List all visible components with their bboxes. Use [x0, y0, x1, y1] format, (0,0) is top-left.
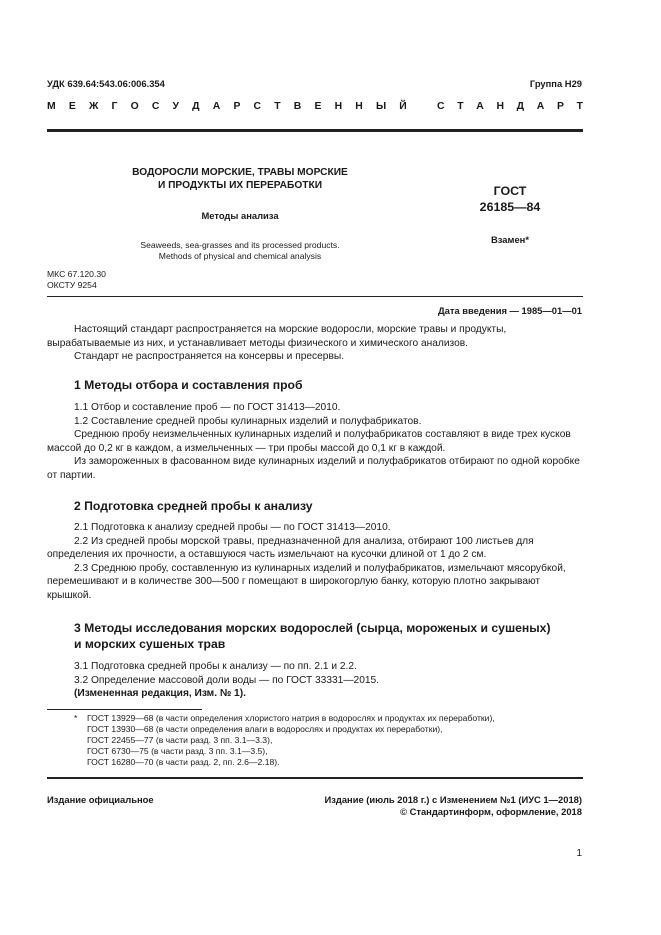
section-3-heading-line-2: и морских сушеных трав	[74, 637, 226, 651]
section-2-paragraph: 2.2 Из средней пробы морской травы, предназначенной для анализа, отбирают 100 листьев для определения их прочности, а оставшуюся часть измельчают на кусочки длиной от 1 до 2 см.	[47, 535, 534, 561]
introduction-date: Дата введения — 1985—01—01	[437, 305, 582, 316]
section-3-paragraph: 3.2 Определение массовой доли воды — по ГОСТ 33331—2015.	[74, 674, 380, 686]
replaces-note: Взамен*	[491, 234, 529, 245]
group-code: Группа Н29	[529, 78, 582, 89]
section-2-heading: 2 Подготовка средней пробы к анализу	[74, 499, 313, 513]
english-title	[100, 240, 380, 262]
banner-word-standard	[437, 101, 583, 112]
footnote	[87, 713, 583, 768]
footnote-line: ГОСТ 22455—77 (в части разд. 3 пп. 3.1—3.3),	[87, 735, 273, 745]
copyright-line: © Стандартинформ, оформление, 2018	[400, 806, 582, 817]
title-line-2: И ПРОДУКТЫ ИХ ПЕРЕРАБОТКИ	[157, 180, 323, 191]
edition-info	[324, 794, 582, 818]
banner-letter: О	[130, 101, 139, 112]
udk-code: УДК 639.64:543.06:006.354	[47, 78, 165, 89]
gost-label: ГОСТ	[493, 184, 527, 198]
section-1-paragraph: 1.1 Отбор и составление проб — по ГОСТ 31413—2010.	[74, 402, 341, 413]
footnote-line: ГОСТ 13930—68 (в части определения влаги в водорослях и продуктах их переработки),	[87, 724, 443, 734]
banner-word-interstate	[47, 101, 407, 112]
classification-codes	[47, 269, 106, 291]
footnote-line: ГОСТ 13929—68 (в части определения хлористого натрия в водорослях и продуктах их переработки),	[87, 713, 495, 723]
intro-paragraph: Стандарт не распространяется на консервы и пресервы.	[74, 351, 345, 363]
banner-letter: В	[293, 101, 302, 112]
mks-code: МКС 67.120.30	[47, 269, 106, 279]
banner-letter: У	[172, 101, 179, 112]
banner-letter: С	[151, 101, 160, 112]
banner-letter: Д	[516, 101, 525, 112]
edition-line: Издание (июль 2018 г.) с Изменением №1 (ИУС 1—2018)	[324, 794, 582, 805]
banner-letter: А	[476, 101, 484, 112]
footnote-line: ГОСТ 6730—75 (в части разд. 3 пп. 3.1—3.5),	[87, 746, 268, 756]
section-3-body	[47, 660, 583, 701]
banner-letter: Г	[111, 101, 118, 112]
footer-divider	[47, 777, 583, 779]
banner-letter: С	[253, 101, 262, 112]
banner-letter: Й	[399, 101, 407, 112]
banner-letter: Д	[192, 101, 200, 112]
section-3-paragraph: 3.1 Подготовка средней пробы к анализу — по пп. 2.1 и 2.2.	[74, 661, 357, 672]
codes-divider	[47, 296, 583, 297]
header-divider	[47, 129, 583, 132]
section-2-body	[47, 521, 583, 603]
footnote-divider	[47, 709, 202, 710]
banner-letter: Т	[576, 101, 583, 112]
document-subtitle: Методы анализа	[201, 210, 279, 221]
standard-banner	[47, 101, 583, 115]
banner-letter: Ы	[375, 101, 387, 112]
banner-letter: Т	[457, 101, 464, 112]
banner-letter: С	[437, 101, 445, 112]
intro-paragraph: Настоящий стандарт распространяется на морские водоросли, морские травы и продукты, вырабатываемые из них, и устанавливает методы физического и химического анализов.	[47, 324, 507, 349]
banner-letter: А	[536, 101, 545, 112]
banner-letter: Е	[314, 101, 322, 112]
section-2-paragraph: 2.1 Подготовка к анализу средней пробы — по ГОСТ 31413—2010.	[74, 522, 391, 533]
banner-letter: Н	[334, 101, 343, 112]
section-1-heading: 1 Методы отбора и составления проб	[74, 378, 303, 392]
banner-letter: Ж	[88, 101, 99, 112]
banner-letter: Р	[556, 101, 564, 112]
title-line-1: ВОДОРОСЛИ МОРСКИЕ, ТРАВЫ МОРСКИЕ	[132, 167, 348, 178]
english-title-line-1: Seaweeds, sea-grasses and its processed products.	[140, 240, 340, 250]
section-1-paragraph: Из замороженных в фасованном виде кулинарных изделий и полуфабрикатов отбирают по одной коробке от партии.	[47, 456, 580, 481]
section-1-body	[47, 401, 583, 483]
banner-letter: А	[212, 101, 221, 112]
banner-letter: М	[47, 101, 56, 112]
english-title-line-2: Methods of physical and chemical analysis	[158, 251, 322, 261]
document-title	[110, 166, 370, 192]
official-edition: Издание официальное	[47, 794, 154, 805]
introduction	[47, 323, 583, 364]
footnote-line: ГОСТ 16280—70 (в части разд. 2, пп. 2.6—2.18).	[87, 757, 280, 767]
okstu-code: ОКСТУ 9254	[47, 280, 97, 290]
footnote-mark: *	[74, 713, 78, 723]
section-2-paragraph: 2.3 Среднюю пробу, составленную из кулинарных изделий и полуфабрикатов, измельчают мясорубкой, перемешивают и в количестве 300—500 г помещают в широкогорлую банку, которую плотно закрывают крышкой.	[47, 562, 566, 601]
banner-letter: Н	[496, 101, 504, 112]
section-3-heading-line-1: 3 Методы исследования морских водорослей (сырца, мороженых и сушеных)	[74, 621, 551, 635]
section-1-paragraph: 1.2 Составление средней пробы кулинарных изделий и полуфабрикатов.	[74, 415, 422, 427]
banner-letter: Н	[355, 101, 363, 112]
page-number: 1	[576, 848, 582, 859]
amendment-note: (Измененная редакция, Изм. № 1).	[74, 688, 246, 700]
banner-letter: Т	[274, 101, 281, 112]
banner-letter: Р	[233, 101, 241, 112]
banner-letter: Е	[68, 101, 76, 112]
gost-designation	[460, 183, 560, 215]
section-3-heading	[47, 620, 583, 652]
section-1-paragraph: Среднюю пробу неизмельченных кулинарных изделий и полуфабрикатов составляют в виде трех кусков массой до 0,2 кг в каждом, а измельченных — три пробы массой до 0,1 кг в каждой.	[47, 429, 571, 454]
gost-number: 26185—84	[479, 200, 541, 214]
